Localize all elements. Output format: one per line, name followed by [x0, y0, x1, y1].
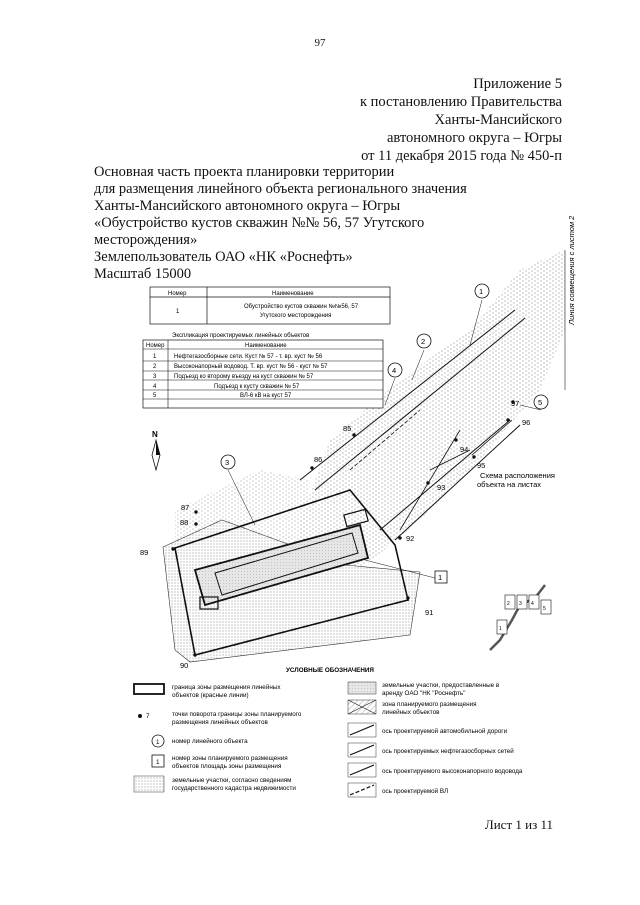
legend-symbol-point: [138, 714, 142, 718]
legend-point-number: 7: [146, 713, 150, 720]
legend-text: ось проектируемого высоконапорного водовода: [382, 768, 523, 775]
explication-cell: 4: [153, 384, 157, 390]
sheet-scheme: [477, 471, 555, 650]
explication-cell: 3: [153, 374, 157, 380]
north-arrow: [152, 430, 160, 470]
legend-text: аренду ОАО "НК "Роснефть": [382, 690, 466, 697]
explication-caption: Экспликация проектируемых линейных объектов: [172, 333, 310, 339]
appendix-line-4: автономного округа – Югры: [386, 130, 562, 146]
point-label-88: 88: [180, 518, 189, 527]
object-number-4: 4: [392, 366, 397, 375]
legend: [134, 667, 523, 797]
legend-text: земельные участки, предоставленные в: [382, 682, 500, 689]
title-line-7: Масштаб 15000: [94, 266, 192, 282]
appendix-line-2: к постановлению Правительства: [360, 94, 562, 110]
point-label-85: 85: [343, 424, 352, 433]
mini-number-5: 5: [543, 606, 546, 612]
explication-cell: 5: [153, 393, 157, 399]
legend-text: ось проектируемой автомобильной дороги: [382, 728, 508, 735]
point-label-97: 97: [511, 399, 520, 408]
mini-number-2: 2: [507, 601, 510, 607]
point-label-93: 93: [437, 483, 446, 492]
mini-number-1: 1: [499, 626, 502, 632]
legend-text: зона планируемого размещения: [382, 701, 477, 708]
legend-text: точки поворота границы зоны планируемого: [172, 711, 302, 718]
sheet-number: Лист 1 из 11: [484, 817, 553, 832]
legend-title: УСЛОВНЫЕ ОБОЗНАЧЕНИЯ: [286, 667, 374, 674]
legend-zone-number: 1: [156, 759, 160, 766]
point-label-87: 87: [181, 503, 190, 512]
north-label: N: [152, 430, 158, 439]
point-label-91: 91: [425, 608, 434, 617]
appendix-line-3: Ханты-Мансийского: [434, 112, 562, 128]
zone-table-cell: Обустройство кустов скважин №№56, 57: [244, 304, 359, 310]
object-number-5: 5: [538, 398, 543, 407]
object-number-1: 1: [479, 287, 484, 296]
zone-table-header-name: Наименование: [272, 291, 314, 297]
page-number: 97: [314, 37, 326, 49]
mini-number-4: 4: [531, 601, 534, 607]
legend-text: размещения линейных объектов: [172, 719, 268, 726]
legend-text: ось проектируемой ВЛ: [382, 788, 449, 795]
sheet-boundary-note: Линия совмещения с листом 2: [567, 215, 576, 325]
legend-text: номер зоны планируемого размещения: [172, 755, 288, 762]
legend-text: объектов (красные линии): [172, 692, 249, 699]
appendix-line-5: от 11 декабря 2015 года № 450-п: [361, 148, 562, 164]
legend-object-number: 1: [156, 739, 160, 746]
explication-header-number: Номер: [146, 343, 165, 349]
scheme-label-1: Схема расположения: [480, 471, 555, 480]
zone-number-1: 1: [438, 573, 443, 582]
legend-text: граница зоны размещения линейных: [172, 684, 281, 691]
zone-table-header-number: Номер: [168, 291, 187, 297]
explication-header-name: Наименование: [245, 343, 287, 349]
legend-text: номер линейного объекта: [172, 738, 248, 745]
point-label-96: 96: [522, 418, 531, 427]
explication-cell: Нефтегазосборные сети. Куст № 57 - т. вр. куст № 56: [174, 354, 323, 360]
explication-cell: 1: [153, 354, 157, 360]
point-label-92: 92: [406, 534, 415, 543]
point-label-95: 95: [477, 461, 486, 470]
title-line-5: месторождения»: [94, 232, 198, 248]
explication-cell: Подъезд к кусту скважин № 57: [214, 384, 300, 390]
legend-text: государственного кадастра недвижимости: [172, 785, 296, 792]
title-line-4: «Обустройство кустов скважин №№ 56, 57 Угутского: [94, 215, 425, 231]
title-line-2: для размещения линейного объекта регионального значения: [94, 181, 467, 197]
legend-symbol-cadastre: [134, 776, 164, 792]
legend-text: линейных объектов: [382, 709, 440, 716]
point-label-89: 89: [140, 548, 149, 557]
legend-text: объектов площадь зоны размещения: [172, 763, 282, 770]
title-line-1: Основная часть проекта планировки территории: [94, 164, 395, 180]
zone-table: [150, 287, 390, 324]
explication-cell: Высоконапорный водовод. Т. вр. куст № 56 - куст № 57: [174, 364, 328, 370]
legend-text: земельные участки, согласно сведениям: [172, 777, 292, 784]
explication-cell: ВЛ-6 кВ на куст 57: [240, 393, 292, 399]
zone-table-cell: Угутского месторождения: [260, 313, 332, 319]
legend-text: ось проектируемых нефтегазосборных сетей: [382, 748, 514, 755]
scheme-label-2: объекта на листах: [477, 480, 542, 489]
title-line-3: Ханты-Мансийского автономного округа – Югры: [94, 198, 401, 214]
zone-table-cell: 1: [176, 309, 180, 315]
point-label-90: 90: [180, 661, 189, 670]
legend-symbol-lease: [348, 682, 376, 694]
object-number-2: 2: [421, 337, 426, 346]
appendix-line-1: Приложение 5: [473, 76, 562, 92]
point-label-86: 86: [314, 455, 323, 464]
object-number-3: 3: [225, 458, 230, 467]
mini-number-3: 3: [519, 601, 522, 607]
explication-cell: Подъезд ко второму въезду на куст скважин № 57: [174, 374, 314, 380]
title-line-6: Землепользователь ОАО «НК «Роснефть»: [94, 249, 353, 265]
point-label-94: 94: [460, 445, 469, 454]
explication-table: [143, 332, 383, 408]
legend-symbol-boundary: [134, 684, 164, 694]
explication-cell: 2: [153, 364, 157, 370]
